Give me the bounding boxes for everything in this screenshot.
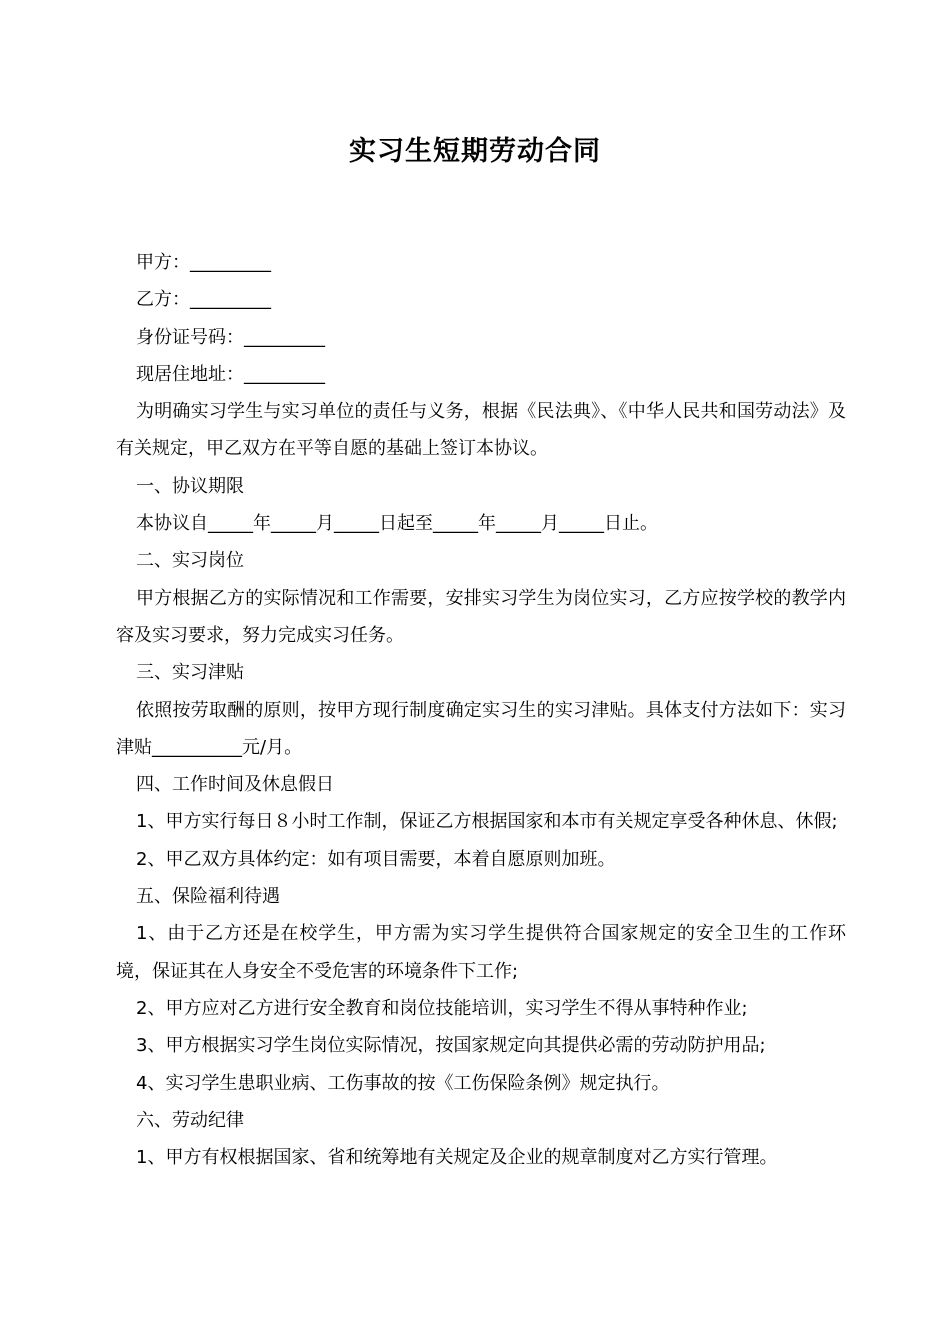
document-body bbox=[116, 244, 846, 1176]
party-b-line: 乙方：_________ bbox=[136, 289, 271, 311]
section-heading-position: 二、实习岗位 bbox=[136, 550, 244, 572]
insurance-item-3: 3、甲方根据实习学生岗位实际情况，按国家规定向其提供必需的劳动防护用品; bbox=[136, 1035, 766, 1057]
id-number-line: 身份证号码：_________ bbox=[136, 326, 325, 348]
allowance-paragraph: 依照按劳取酬的原则，按甲方现行制度确定实习生的实习津贴。具体支付方法如下：实习津贴__________元/月。 bbox=[116, 699, 846, 758]
working-hours-item-2: 2、甲乙双方具体约定：如有项目需要，本着自愿原则加班。 bbox=[136, 848, 616, 870]
discipline-item-1: 1、甲方有权根据国家、省和统筹地有关规定及企业的规章制度对乙方实行管理。 bbox=[136, 1147, 778, 1169]
section-heading-insurance: 五、保险福利待遇 bbox=[136, 886, 280, 908]
document-title: 实习生短期劳动合同 bbox=[349, 136, 601, 167]
party-a-line: 甲方：_________ bbox=[136, 252, 271, 273]
section-heading-allowance: 三、实习津贴 bbox=[136, 662, 244, 684]
insurance-item-2: 2、甲方应对乙方进行安全教育和岗位技能培训，实习学生不得从事特种作业; bbox=[136, 997, 748, 1019]
section-heading-term: 一、协议期限 bbox=[136, 475, 244, 497]
preamble-paragraph: 为明确实习学生与实习单位的责任与义务，根据《民法典》、《中华人民共和国劳动法》及有关规定，甲乙双方在平等自愿的基础上签订本协议。 bbox=[116, 401, 846, 460]
term-paragraph: 本协议自_____年_____月_____日起至_____年_____月_____日止。 bbox=[136, 513, 658, 535]
address-line: 现居住地址：_________ bbox=[136, 363, 325, 385]
insurance-item-1: 1、由于乙方还是在校学生，甲方需为实习学生提供符合国家规定的安全卫生的工作环境，保证其在人身安全不受危害的环境条件下工作; bbox=[116, 923, 846, 982]
section-heading-working-hours: 四、工作时间及休息假日 bbox=[136, 774, 334, 796]
working-hours-item-1: 1、甲方实行每日８小时工作制，保证乙方根据国家和本市有关规定享受各种休息、休假; bbox=[136, 811, 838, 833]
position-paragraph: 甲方根据乙方的实际情况和工作需要，安排实习学生为岗位实习，乙方应按学校的教学内容及实习要求，努力完成实习任务。 bbox=[116, 587, 846, 646]
insurance-item-4: 4、实习学生患职业病、工伤事故的按《工伤保险条例》规定执行。 bbox=[136, 1072, 670, 1094]
section-heading-discipline: 六、劳动纪律 bbox=[136, 1109, 244, 1131]
